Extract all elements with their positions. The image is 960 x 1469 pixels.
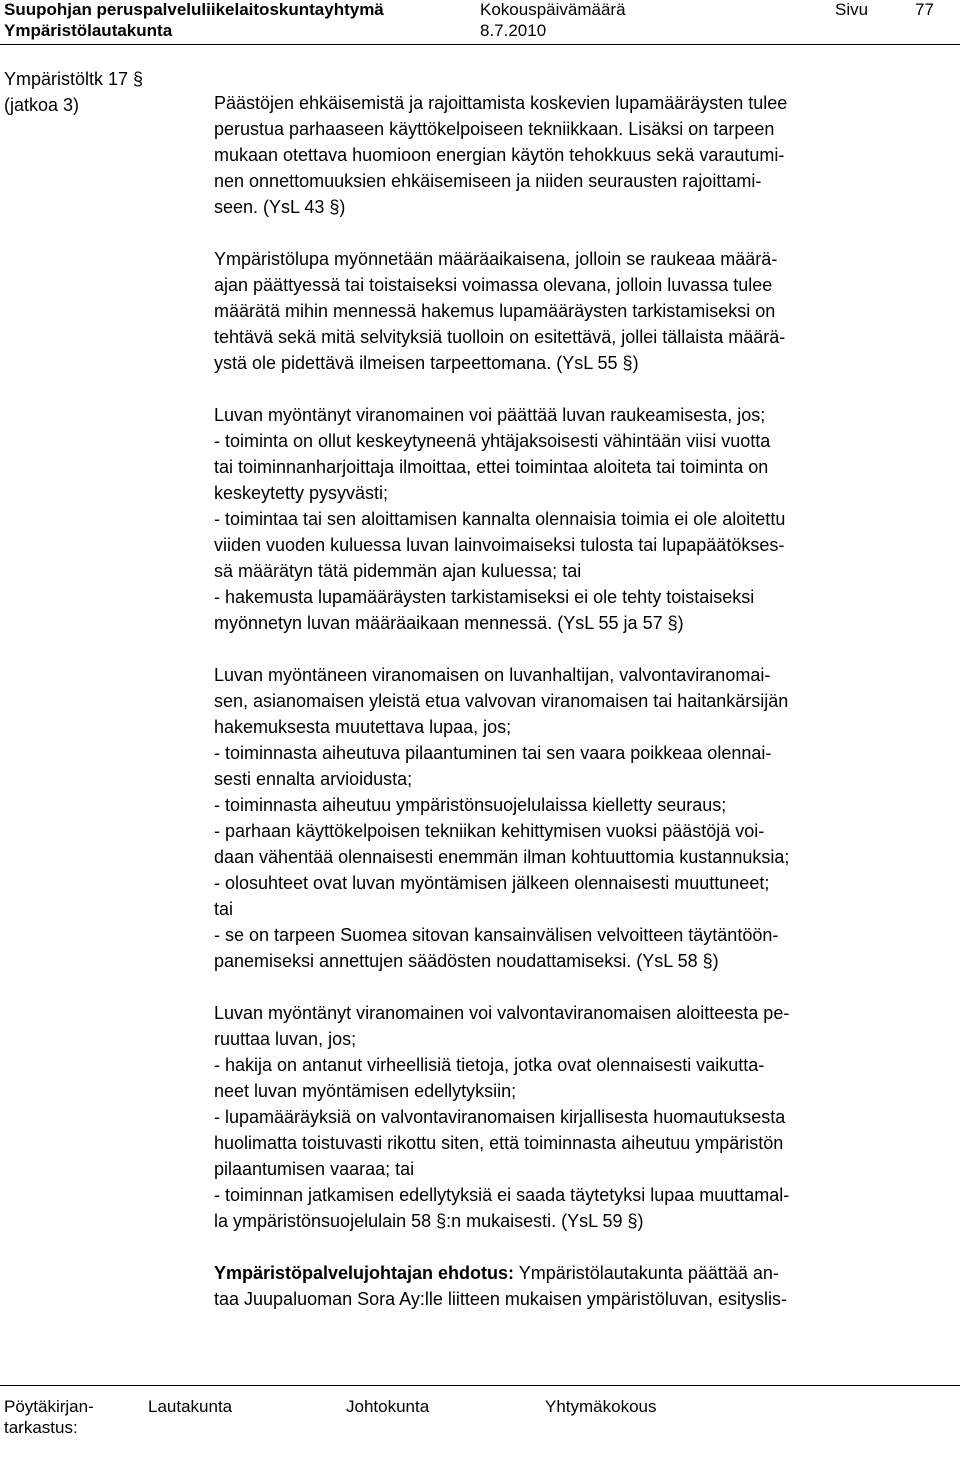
text-line: pilaantumisen vaaraa; tai [214,1159,415,1179]
section-continuation: (jatkoa 3) [4,95,80,115]
text-line: Luvan myöntäneen viranomaisen on luvanhaltijan, valvontaviranomai- [214,665,771,685]
text-line: - toiminta on ollut keskeytyneenä yhtäjaksoisesti vähintään viisi vuotta [214,431,771,451]
text-line: myönnetyn luvan määräaikaan mennessä. (YsL 55 ja 57 §) [214,613,684,633]
footer-divider [0,1385,960,1386]
proposal-line [214,1260,930,1286]
text-line: Luvan myöntänyt viranomainen voi valvontaviranomaisen aloitteesta pe- [214,1003,790,1023]
minutes-check-label-line1: Pöytäkirjan- [4,1397,94,1416]
text-line: sä määrätyn tätä pidemmän ajan kuluessa; tai [214,561,582,581]
text-line: ajan päättyessä tai toistaiseksi voimassa olevana, jolloin luvassa tulee [214,275,773,295]
text-line: neet luvan myöntämisen edellytyksiin; [214,1081,517,1101]
paragraph-permit-amendment [214,662,930,974]
text-line: perustua parhaaseen käyttökelpoiseen tekniikkaan. Lisäksi on tarpeen [214,119,775,139]
section-sidebar [4,66,143,118]
paragraph-proposal [214,1260,930,1312]
document-body [214,90,930,1312]
text-line: - toimintaa tai sen aloittamisen kannalta olennaisia toimia ei ole aloitettu [214,509,786,529]
footer-federation-assembly: Yhtymäkokous [545,1397,657,1416]
section-number: Ympäristöltk 17 § [4,69,144,89]
meeting-date-label: Kokouspäivämäärä [480,0,626,19]
page-label: Sivu [835,0,869,19]
text-line: Luvan myöntänyt viranomainen voi päättää luvan raukeamisesta, jos; [214,405,766,425]
meeting-date: 8.7.2010 [480,21,547,40]
text-line: - parhaan käyttökelpoisen tekniikan kehittymisen vuoksi päästöjä voi- [214,821,765,841]
text-line: tehtävä sekä mitä selvityksiä tuolloin on esitettävä, jollei tällaista määrä- [214,327,786,347]
text-line: määrätä mihin mennessä hakemus lupamääräysten tarkistamiseksi on [214,301,776,321]
proposal-text: Ympäristölautakunta päättää an- [514,1263,779,1283]
text-line: - toiminnasta aiheutuu ympäristönsuojelulaissa kielletty seuraus; [214,795,727,815]
text-line: - hakemusta lupamääräysten tarkistamiseksi ei ole tehty toistaiseksi [214,587,755,607]
text-line: ystä ole pidettävä ilmeisen tarpeettomana. (YsL 55 §) [214,353,639,373]
text-line: - toiminnasta aiheutuva pilaantuminen tai sen vaara poikkeaa olennai- [214,743,772,763]
text-line: - olosuhteet ovat luvan myöntämisen jälkeen olennaisesti muuttuneet; [214,873,770,893]
text-line: nen onnettomuuksien ehkäisemiseen ja niiden seurausten rajoittami- [214,171,762,191]
text-line: la ympäristönsuojelulain 58 §:n mukaisesti. (YsL 59 §) [214,1211,644,1231]
paragraph-permit-revocation [214,1000,930,1234]
text-line: - toiminnan jatkamisen edellytyksiä ei saada täytetyksi lupaa muuttamal- [214,1185,790,1205]
text-line: - hakija on antanut virheellisiä tietoja, jotka ovat olennaisesti vaikutta- [214,1055,765,1075]
proposal-label: Ympäristöpalvelujohtajan ehdotus: [214,1263,515,1283]
text-line: - lupamääräyksiä on valvontaviranomaisen kirjallisesta huomautuksesta [214,1107,786,1127]
text-line: taa Juupaluoman Sora Ay:lle liitteen mukaisen ympäristöluvan, esityslis- [214,1289,787,1309]
text-line: sen, asianomaisen yleistä etua valvovan viranomaisen tai haitankärsijän [214,691,789,711]
text-line: Ympäristölupa myönnetään määräaikaisena, jolloin se raukeaa määrä- [214,249,778,269]
text-line: - se on tarpeen Suomea sitovan kansainvälisen velvoitteen täytäntöön- [214,925,779,945]
board-name: Ympäristölautakunta [4,21,173,40]
paragraph-permit-validity [214,246,930,376]
minutes-check-label [4,1396,94,1438]
text-line: ruuttaa luvan, jos; [214,1029,357,1049]
paragraph-emissions [214,90,930,220]
organization-name: Suupohjan peruspalveluliikelaitoskuntayhtymä [4,0,384,19]
text-line: daan vähentää olennaisesti enemmän ilman kohtuuttomia kustannuksia; [214,847,790,867]
text-line: keskeytetty pysyvästi; [214,483,389,503]
text-line: sesti ennalta arvioidusta; [214,769,413,789]
text-line: mukaan otettava huomioon energian käytön tehokkuus sekä varautumi- [214,145,785,165]
footer-board: Lautakunta [148,1397,233,1416]
text-line: viiden vuoden kuluessa luvan lainvoimaiseksi tulosta tai lupapäätökses- [214,535,785,555]
paragraph-permit-expiry [214,402,930,636]
text-line: Päästöjen ehkäisemistä ja rajoittamista koskevien lupamääräysten tulee [214,93,788,113]
text-line: huolimatta toistuvasti rikottu siten, että toiminnasta aiheutuu ympäristön [214,1133,784,1153]
footer-management-board: Johtokunta [346,1397,430,1416]
text-line: tai toiminnanharjoittaja ilmoittaa, ettei toimintaa aloiteta tai toiminta on [214,457,769,477]
text-line: panemiseksi annettujen säädösten noudattamiseksi. (YsL 58 §) [214,951,719,971]
text-line: hakemuksesta muutettava lupaa, jos; [214,717,512,737]
header-divider [0,44,960,45]
text-line: tai [214,899,234,919]
text-line: seen. (YsL 43 §) [214,197,346,217]
minutes-check-label-line2: tarkastus: [4,1418,78,1437]
page-number: 77 [915,0,934,19]
